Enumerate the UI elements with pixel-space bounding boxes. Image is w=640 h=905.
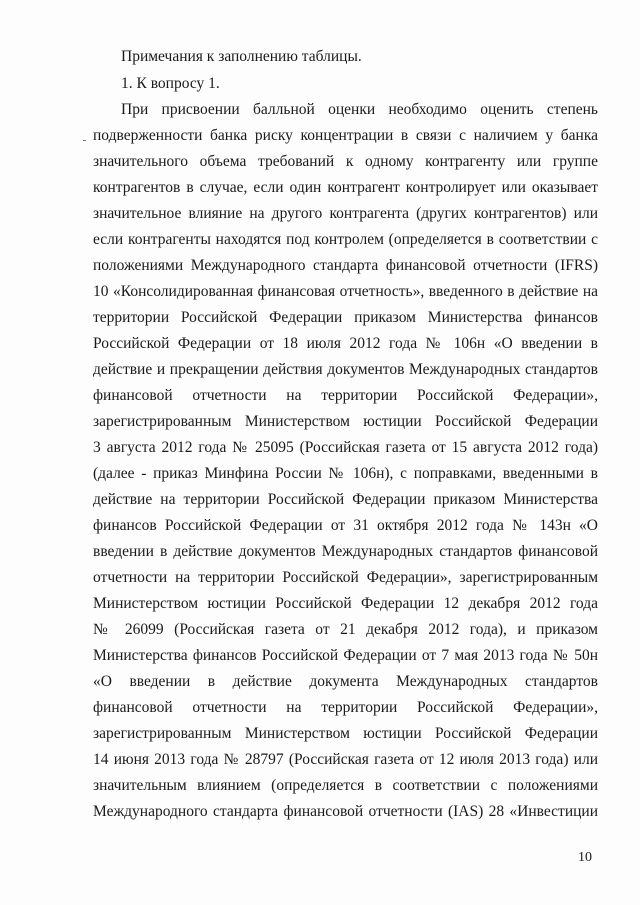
body-line: Международного стандарта финансовой отчетности (IAS) 28 «Инвестиции <box>93 803 598 820</box>
body-line: 14 июня 2013 года № 28797 (Российская газета от 12 июля 2013 года) или <box>93 751 598 768</box>
body-line: значительного объема требований к одному контрагенту или группе <box>93 153 598 170</box>
body-line: № 26099 (Российская газета от 21 декабря 2012 года), и приказом <box>93 621 598 638</box>
notes-heading: Примечания к заполнению таблицы. <box>121 48 362 65</box>
body-line: Российской Федерации от 18 июля 2012 года № 106н «О введении в <box>93 335 598 352</box>
body-line: Министерством юстиции Российской Федерации 12 декабря 2012 года <box>93 595 598 612</box>
body-line: значительное влияние на другого контрагента (других контрагентов) или <box>93 205 598 222</box>
body-line: 10 «Консолидированная финансовая отчетность», введенного в действие на <box>93 283 598 300</box>
page-number: 10 <box>578 850 592 865</box>
body-line: зарегистрированным Министерством юстиции Российской Федерации <box>93 413 598 430</box>
body-line: территории Российской Федерации приказом Министерства финансов <box>93 309 598 326</box>
body-line: (далее - приказ Минфина России № 106н), с поправками, введенными в <box>93 465 598 482</box>
body-line: если контрагенты находятся под контролем (определяется в соответствии с <box>93 231 598 248</box>
body-line: финансовой отчетности на территории Российской Федерации», <box>93 387 598 404</box>
body-line: подверженности банка риску концентрации в связи с наличием у банка <box>93 127 598 144</box>
question-heading: 1. К вопросу 1. <box>121 75 220 92</box>
body-line: При присвоении балльной оценки необходимо оценить степень <box>121 101 598 118</box>
body-line: отчетности на территории Российской Федерации», зарегистрированным <box>93 569 598 586</box>
body-line: действие и прекращении действия документов Международных стандартов <box>93 361 598 378</box>
body-line: финансов Российской Федерации от 31 октября 2012 года № 143н «О <box>93 517 598 534</box>
body-line: зарегистрированным Министерством юстиции Российской Федерации <box>93 725 598 742</box>
body-line: введении в действие документов Международных стандартов финансовой <box>93 543 598 560</box>
body-line: финансовой отчетности на территории Российской Федерации», <box>93 699 598 716</box>
body-line: действие на территории Российской Федерации приказом Министерства <box>93 491 598 508</box>
body-line: положениями Международного стандарта финансовой отчетности (IFRS) <box>93 257 598 274</box>
scan-artifact <box>83 140 86 141</box>
body-line: 3 августа 2012 года № 25095 (Российская газета от 15 августа 2012 года) <box>93 439 598 456</box>
body-line: значительным влиянием (определяется в соответствии с положениями <box>93 777 598 794</box>
body-line: «О введении в действие документа Международных стандартов <box>93 673 598 690</box>
body-line: контрагентов в случае, если один контрагент контролирует или оказывает <box>93 179 598 196</box>
body-line: Министерства финансов Российской Федерации от 7 мая 2013 года № 50н <box>93 647 598 664</box>
